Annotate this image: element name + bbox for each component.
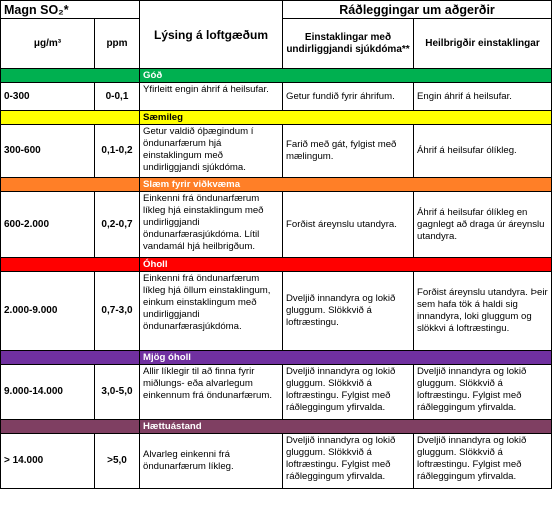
conc-cell: 9.000-14.000 [1, 365, 95, 420]
category-label: Sæmileg [140, 111, 552, 125]
conc-cell: 300-600 [1, 125, 95, 178]
category-label: Mjög óholl [140, 351, 552, 365]
heilb-cell: Dveljið innandyra og lokið gluggum. Slökkvið á loftræstingu. Fylgist með ráðleggingum yfirvalda. [414, 365, 552, 420]
conc-cell: 600-2.000 [1, 192, 95, 258]
einst-cell: Farið með gát, fylgist með mælingum. [283, 125, 414, 178]
ppm-cell: 0,2-0,7 [95, 192, 140, 258]
heilb-cell: Dveljið innandyra og lokið gluggum. Slökkvið á loftræstingu. Fylgist með ráðleggingum yfirvalda. [414, 434, 552, 489]
ppm-cell: 0,1-0,2 [95, 125, 140, 178]
header-lysing: Lýsing á loftgæðum [140, 1, 283, 69]
header-radleggingar: Ráðleggingar um aðgerðir [283, 1, 552, 19]
einst-cell: Dveljið innandyra og lokið gluggum. Slökkvið á loftræstingu. Fylgist með ráðleggingum yfirvalda. [283, 434, 414, 489]
heilb-cell: Engin áhrif á heilsufar. [414, 83, 552, 111]
category-row-saemileg [1, 111, 552, 125]
category-row-mjog-oholl [1, 351, 552, 365]
einst-cell: Forðist áreynslu utandyra. [283, 192, 414, 258]
lysing-cell: Einkenni frá öndunarfærum líkleg hjá einstaklingum með undirliggjandi öndunarfærasjúkdóma. Lítil vandamál hjá heilbrigðum. [140, 192, 283, 258]
heilb-cell: Forðist áreynslu utandyra. Þeir sem hafa tök á haldi sig innandyra, loki gluggum og slökkvi á loftræstingu. [414, 272, 552, 351]
ppm-cell: 0,7-3,0 [95, 272, 140, 351]
heilb-cell: Áhrif á heilsufar ólíkleg en gagnlegt að draga úr áreynslu utandyra. [414, 192, 552, 258]
header-heilbrigdir: Heilbrigðir einstaklingar [414, 19, 552, 69]
category-label: Hættuástand [140, 420, 552, 434]
table-row [1, 125, 552, 178]
lysing-cell: Allir líklegir til að finna fyrir miðlungs- eða alvarlegum einkennum frá öndunarfærum. [140, 365, 283, 420]
category-label: Slæm fyrir viðkvæma [140, 178, 552, 192]
category-label: Góð [140, 69, 552, 83]
table-row [1, 434, 552, 489]
header-ugm3: μg/m³ [1, 19, 95, 69]
heilb-cell: Áhrif á heilsufar ólíkleg. [414, 125, 552, 178]
ppm-cell: 0-0,1 [95, 83, 140, 111]
table-row [1, 83, 552, 111]
category-label: Óholl [140, 258, 552, 272]
einst-cell: Getur fundið fyrir áhrifum. [283, 83, 414, 111]
category-row-slaem [1, 178, 552, 192]
category-row-haettuastand [1, 420, 552, 434]
header-magn: Magn SO₂* [1, 1, 140, 19]
lysing-cell: Yfirleitt engin áhrif á heilsufar. [140, 83, 283, 111]
conc-cell: 0-300 [1, 83, 95, 111]
header-einstaklingar: Einstaklingar með undirliggjandi sjúkdóma** [283, 19, 414, 69]
category-row-god [1, 69, 552, 83]
einst-cell: Dveljið innandyra og lokið gluggum. Slökkvið á loftræstingu. [283, 272, 414, 351]
table-row [1, 365, 552, 420]
einst-cell: Dveljið innandyra og lokið gluggum. Slökkvið á loftræstingu. Fylgist með ráðleggingum yfirvalda. [283, 365, 414, 420]
lysing-cell: Alvarleg einkenni frá öndunarfærum líkleg. [140, 434, 283, 489]
ppm-cell: 3,0-5,0 [95, 365, 140, 420]
header-ppm: ppm [95, 19, 140, 69]
table-row [1, 272, 552, 351]
table-row [1, 192, 552, 258]
category-row-oholl [1, 258, 552, 272]
lysing-cell: Einkenni frá öndunarfærum líkleg hjá öllum einstaklingum, einkum einstaklingum með undirliggjandi öndunarfærasjúkdóma. [140, 272, 283, 351]
ppm-cell: >5,0 [95, 434, 140, 489]
conc-cell: > 14.000 [1, 434, 95, 489]
conc-cell: 2.000-9.000 [1, 272, 95, 351]
lysing-cell: Getur valdið óþægindum í öndunarfærum hjá einstaklingum með undirliggjandi sjúkdóma. [140, 125, 283, 178]
